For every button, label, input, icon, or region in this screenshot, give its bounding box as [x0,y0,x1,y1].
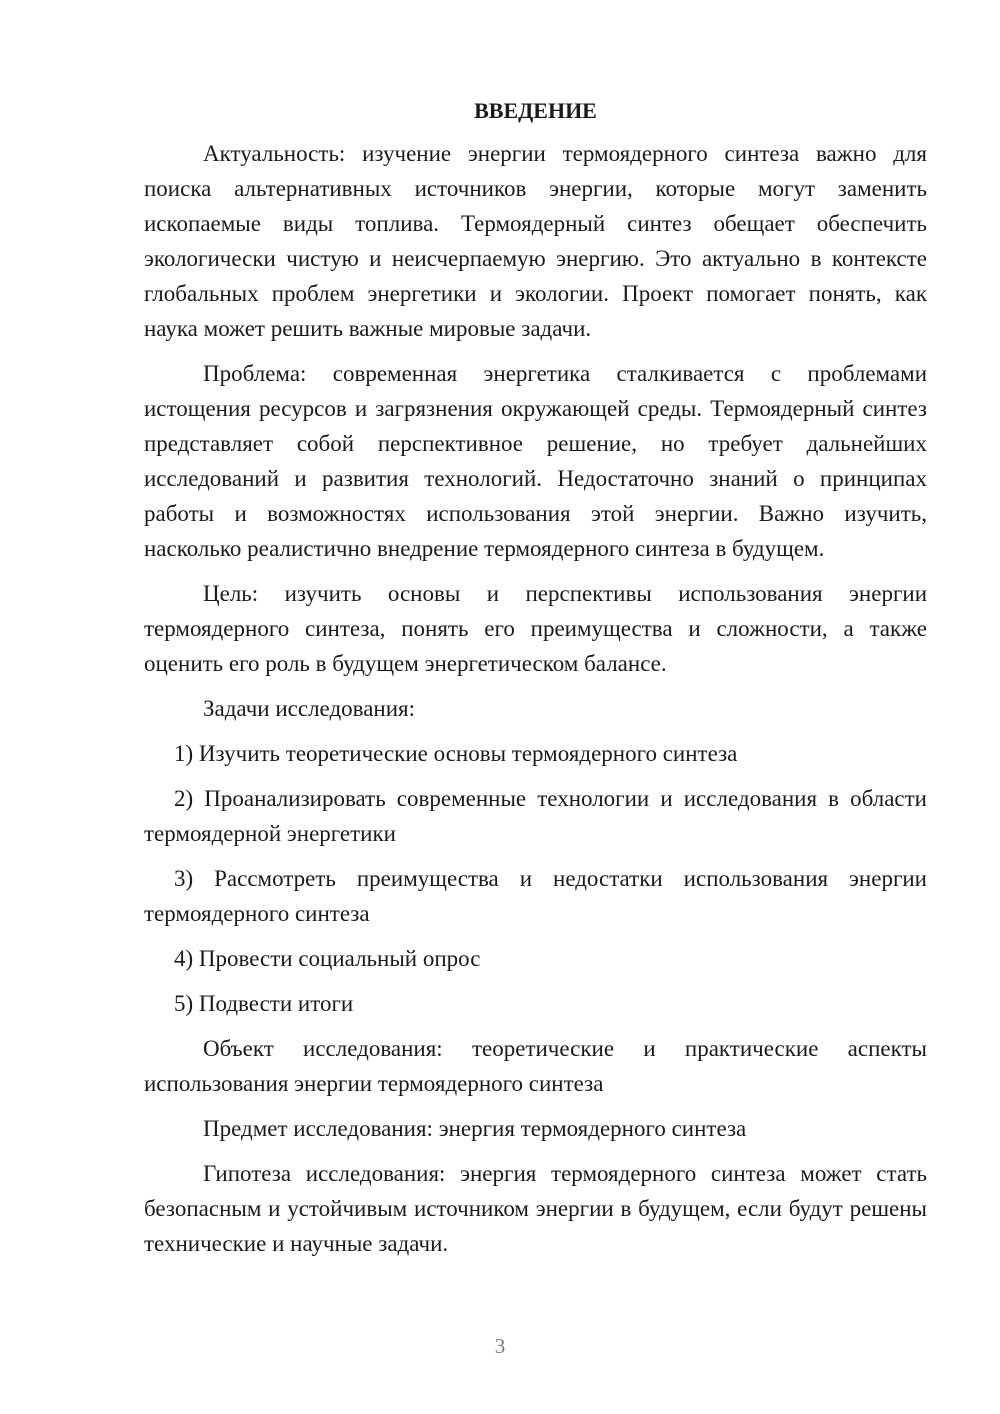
task-item-5: 5) Подвести итоги [174,991,354,1016]
problem-paragraph: Проблема: современная энергетика сталкивается с проблемами истощения ресурсов и загрязнения окружающей среды. Термоядерный синтез представляет собой перспективное решение, но требует дальнейших исследований и развития технологий. Недостаточно знаний о принципах работы и возможностях использования этой энергии. Важно изучить, насколько реалистично внедрение термоядерного синтеза в будущем. [144,361,927,561]
page-number: 3 [494,1334,506,1358]
section-title: ВВЕДЕНИЕ [474,98,597,123]
object-paragraph: Объект исследования: теоретические и практические аспекты использования энергии термоядерного синтеза [144,1036,927,1096]
document-body [144,93,927,1271]
goal-paragraph: Цель: изучить основы и перспективы использования энергии термоядерного синтеза, понять его преимущества и сложности, а также оценить его роль в будущем энергетическом балансе. [144,581,927,676]
task-item-1: 1) Изучить теоретические основы термоядерного синтеза [174,741,738,766]
task-item-3: 3) Рассмотреть преимущества и недостатки использования энергии термоядерного синтеза [144,866,927,926]
task-item-2: 2) Проанализировать современные технологии и исследования в области термоядерной энергетики [144,786,927,846]
task-item-4: 4) Провести социальный опрос [174,946,481,971]
relevance-paragraph: Актуальность: изучение энергии термоядерного синтеза важно для поиска альтернативных источников энергии, которые могут заменить ископаемые виды топлива. Термоядерный синтез обещает обеспечить экологически чистую и неисчерпаемую энергию. Это актуально в контексте глобальных проблем энергетики и экологии. Проект помогает понять, как наука может решить важные мировые задачи. [144,141,927,341]
subject-paragraph: Предмет исследования: энергия термоядерного синтеза [203,1116,747,1141]
tasks-heading: Задачи исследования: [203,696,416,721]
hypothesis-paragraph: Гипотеза исследования: энергия термоядерного синтеза может стать безопасным и устойчивым источником энергии в будущем, если будут решены технические и научные задачи. [144,1161,927,1256]
